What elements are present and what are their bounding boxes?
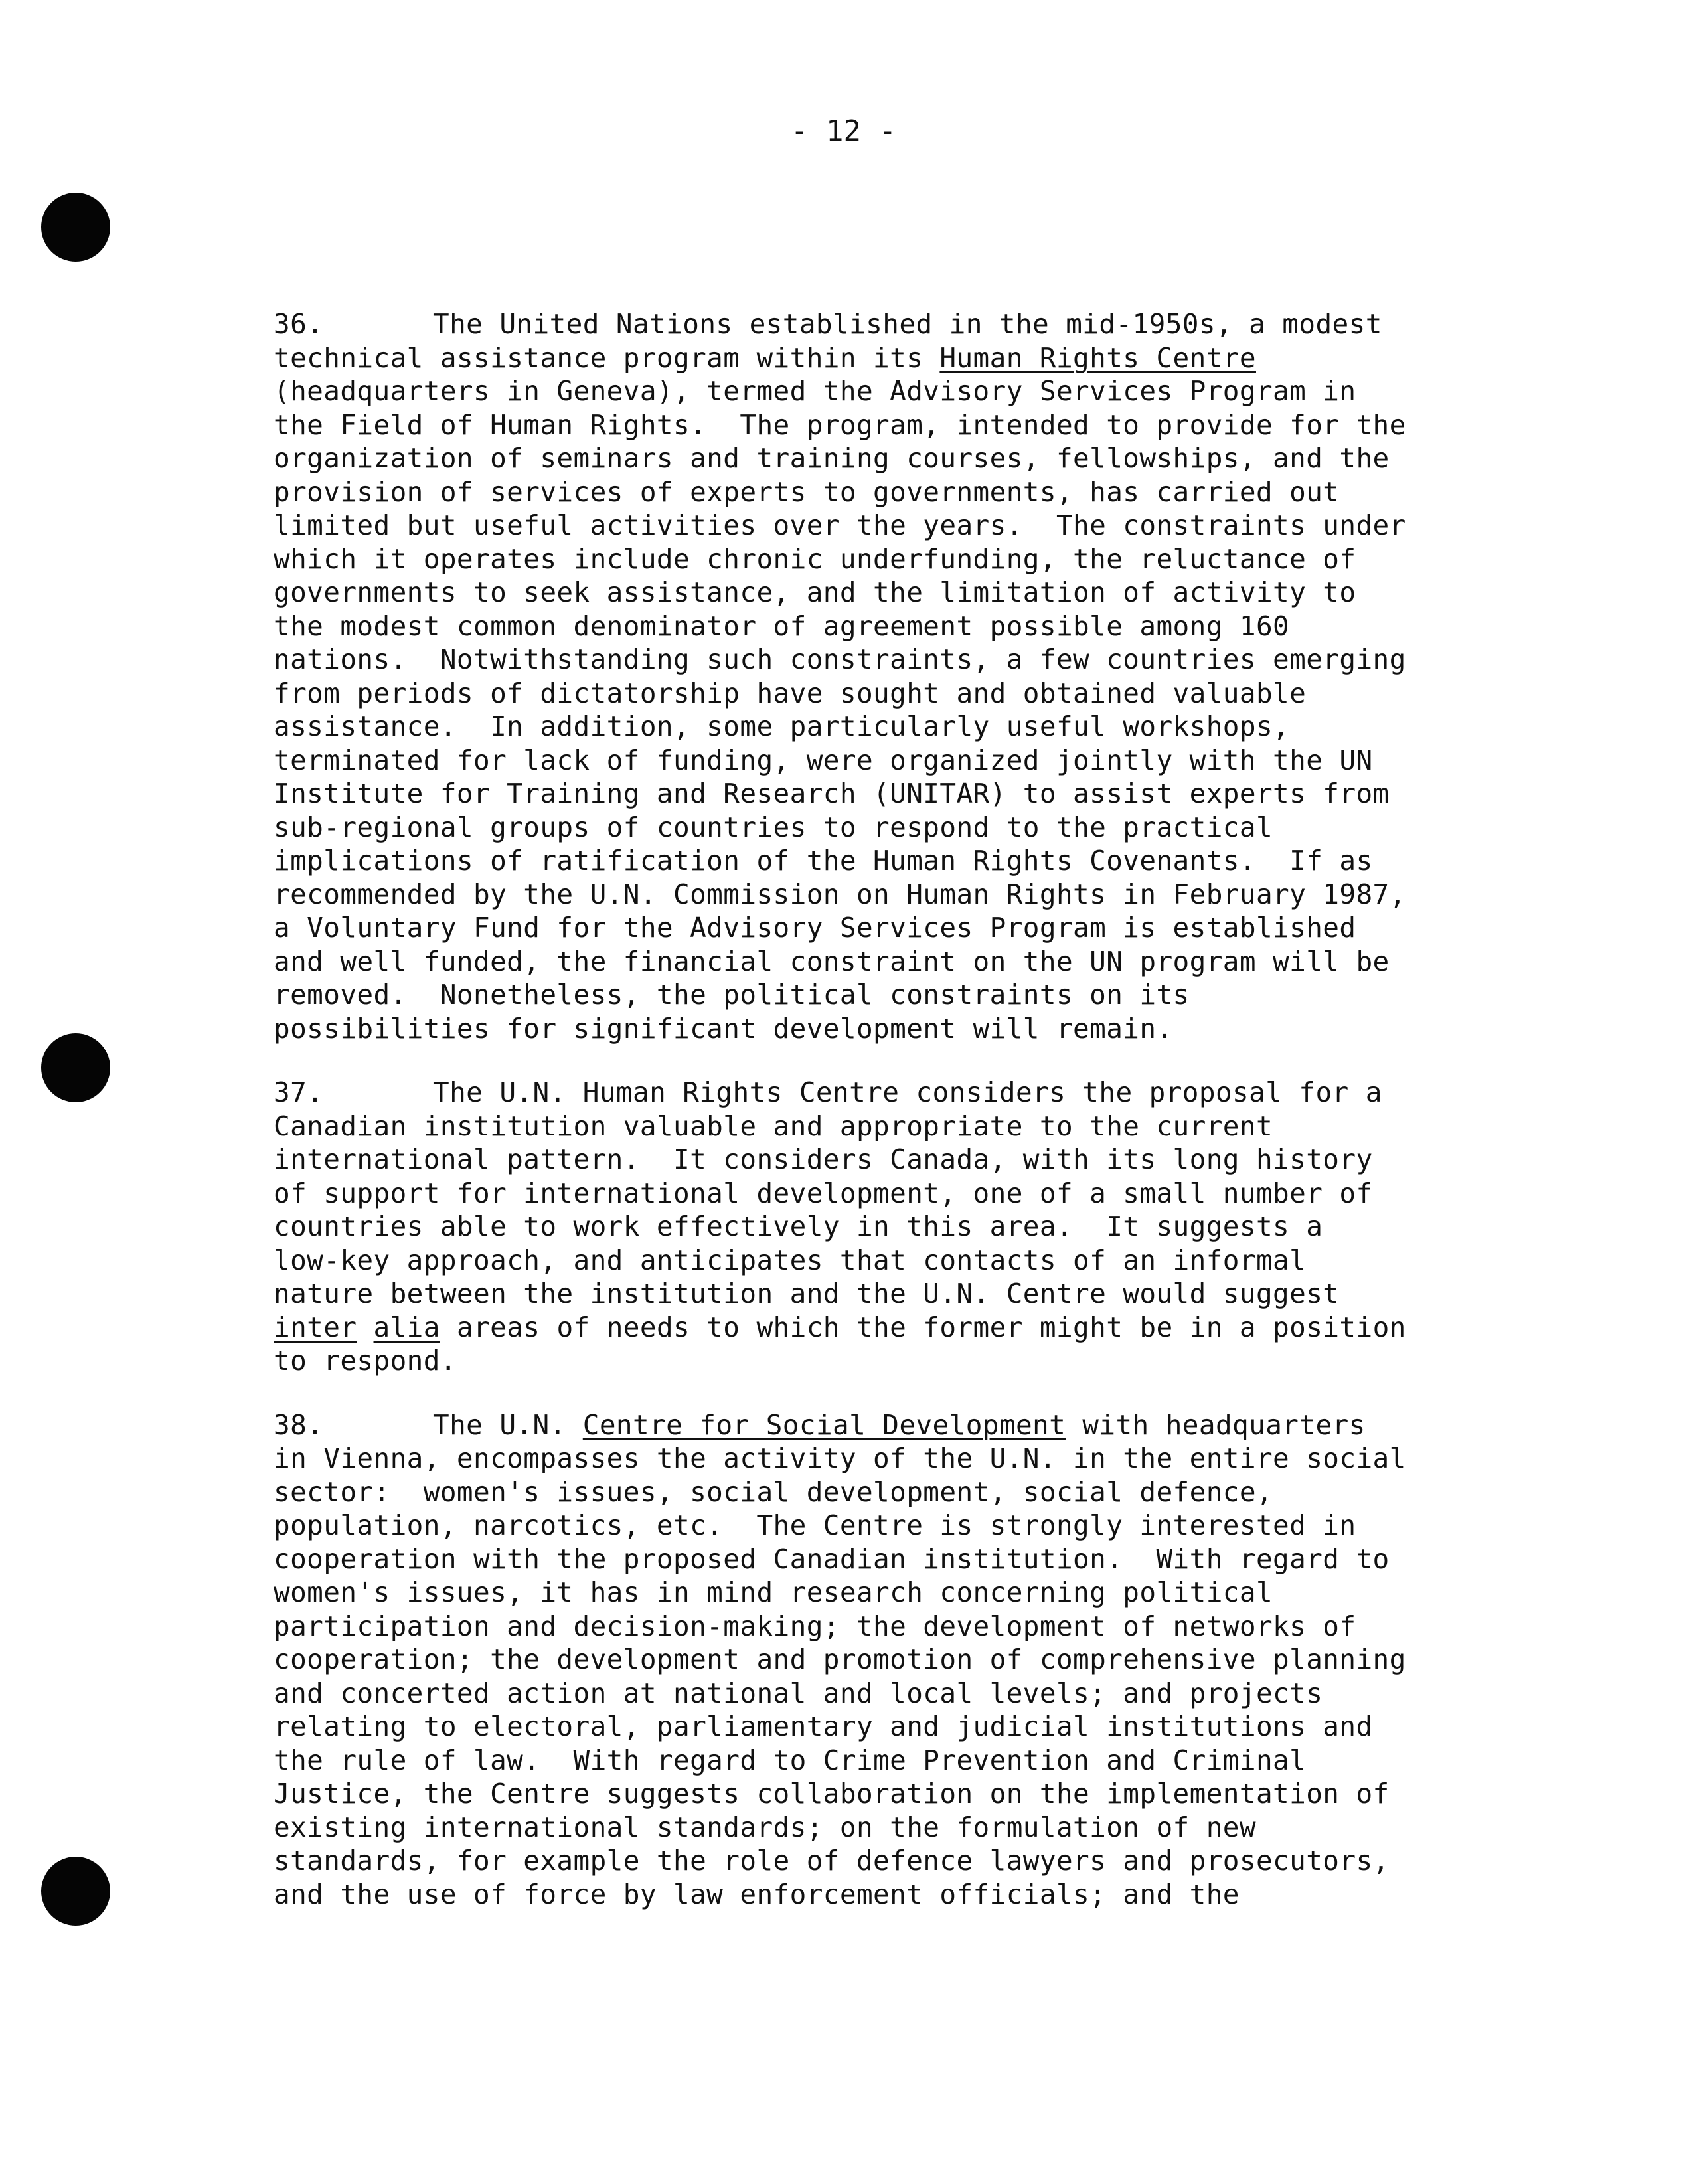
text-line xyxy=(274,945,1654,979)
text-line xyxy=(274,811,1654,845)
text-line xyxy=(274,643,1654,677)
text-line xyxy=(274,1878,1654,1912)
text-line xyxy=(274,710,1654,744)
text-line xyxy=(274,475,1654,509)
punch-hole-middle xyxy=(41,1033,110,1102)
text-line xyxy=(274,442,1654,475)
paragraph-38 xyxy=(274,1408,1654,1912)
paragraph-36 xyxy=(274,307,1654,1045)
text-line xyxy=(274,543,1654,576)
text-run: technical assistance program within its xyxy=(274,341,940,374)
text-run: Institute for Training and Research (UNITAR) to assist experts from xyxy=(274,778,1390,809)
text-run: sub-regional groups of countries to respond to the practical xyxy=(274,811,1273,843)
text-run: possibilities for significant development will remain. xyxy=(274,1012,1173,1045)
text-run: nature between the institution and the U.N. Centre would suggest xyxy=(274,1278,1340,1309)
text-run: the Field of Human Rights. The program, intended to provide for the xyxy=(274,408,1406,441)
text-run: provision of services of experts to governments, has carried out xyxy=(274,475,1340,508)
text-run: sector: women's issues, social development, social defence, xyxy=(274,1475,1273,1508)
text-line xyxy=(274,777,1654,811)
text-run: cooperation; the development and promotion of comprehensive planning xyxy=(274,1643,1406,1675)
text-run: women's issues, it has in mind research concerning political xyxy=(274,1576,1273,1608)
text-line xyxy=(274,1509,1654,1543)
text-run: which it operates include chronic underfunding, the reluctance of xyxy=(274,543,1356,575)
text-line xyxy=(274,1177,1654,1211)
text-line xyxy=(274,509,1654,543)
text-run: terminated for lack of funding, were organized jointly with the UN xyxy=(274,744,1373,776)
text-run: the rule of law. With regard to Crime Prevention and Criminal xyxy=(274,1744,1307,1776)
punch-hole-bottom xyxy=(41,1857,110,1926)
punch-hole-top xyxy=(41,193,110,262)
text-run: existing international standards; on the formulation of new xyxy=(274,1811,1256,1843)
text-run: (headquarters in Geneva), termed the Advisory Services Program in xyxy=(274,375,1356,407)
text-line xyxy=(274,1442,1654,1475)
text-line xyxy=(274,1210,1654,1244)
text-line xyxy=(274,1744,1654,1778)
text-run: nations. Notwithstanding such constraints, a few countries emerging xyxy=(274,643,1406,675)
text-run: the modest common denominator of agreement possible among 160 xyxy=(274,610,1290,642)
text-line xyxy=(274,1811,1654,1845)
text-run: and the use of force by law enforcement officials; and the xyxy=(274,1878,1240,1910)
text-run: The United Nations established in the mid-1950s, a modest xyxy=(433,308,1382,340)
text-line xyxy=(274,1277,1654,1311)
text-run: of support for international development, one of a small number of xyxy=(274,1177,1373,1209)
text-line xyxy=(274,1076,1654,1110)
text-line xyxy=(274,1012,1654,1046)
text-line xyxy=(274,1475,1654,1509)
text-run: removed. Nonetheless, the political constraints on its xyxy=(274,979,1190,1011)
underlined-text: Centre for Social Development xyxy=(582,1408,1066,1441)
underlined-text: inter xyxy=(274,1311,357,1343)
text-line xyxy=(274,610,1654,643)
page-number: - 12 - xyxy=(791,114,896,148)
text-line xyxy=(274,341,1654,375)
text-line xyxy=(274,1777,1654,1811)
text-run: areas of needs to which the former might be in a position xyxy=(440,1311,1406,1343)
underlined-text: alia xyxy=(373,1311,440,1343)
text-run: with headquarters xyxy=(1066,1408,1366,1441)
text-run: population, narcotics, etc. The Centre is strongly interested in xyxy=(274,1509,1356,1541)
text-line xyxy=(274,576,1654,610)
text-run: a Voluntary Fund for the Advisory Services Program is established xyxy=(274,912,1356,944)
text-line xyxy=(274,1344,1654,1378)
text-line xyxy=(274,844,1654,878)
text-line xyxy=(274,1408,1654,1442)
text-line xyxy=(274,1610,1654,1643)
text-run: limited but useful activities over the years. The constraints under xyxy=(274,509,1406,541)
text-run: and concerted action at national and local levels; and projects xyxy=(274,1677,1323,1709)
text-run: Canadian institution valuable and appropriate to the current xyxy=(274,1110,1273,1142)
text-line xyxy=(274,1643,1654,1677)
text-run: cooperation with the proposed Canadian institution. With regard to xyxy=(274,1543,1390,1575)
text-run: implications of ratification of the Human Rights Covenants. If as xyxy=(274,845,1373,877)
text-line xyxy=(274,1311,1654,1345)
text-run: and well funded, the financial constraint on the UN program will be xyxy=(274,945,1390,977)
text-run: participation and decision-making; the development of networks of xyxy=(274,1610,1356,1642)
paragraph-number: 37. xyxy=(274,1076,324,1108)
text-run: governments to seek assistance, and the limitation of activity to xyxy=(274,576,1356,608)
text-line xyxy=(274,911,1654,945)
text-run: low-key approach, and anticipates that contacts of an informal xyxy=(274,1244,1307,1276)
text-line xyxy=(274,307,1654,341)
text-run: relating to electoral, parliamentary and judicial institutions and xyxy=(274,1711,1373,1742)
text-run: Justice, the Centre suggests collaboration on the implementation of xyxy=(274,1778,1390,1809)
underlined-text: Human Rights Centre xyxy=(939,341,1256,374)
text-line xyxy=(274,878,1654,912)
text-run: organization of seminars and training courses, fellowships, and the xyxy=(274,442,1390,474)
text-line xyxy=(274,1710,1654,1744)
text-run: standards, for example the role of defence lawyers and prosecutors, xyxy=(274,1845,1390,1877)
text-line xyxy=(274,744,1654,778)
text-line xyxy=(274,677,1654,711)
text-line xyxy=(274,1244,1654,1278)
text-run: to respond. xyxy=(274,1345,457,1377)
text-run: from periods of dictatorship have sought and obtained valuable xyxy=(274,677,1307,709)
text-run: The U.N. Human Rights Centre considers the proposal for a xyxy=(433,1076,1382,1108)
text-run: recommended by the U.N. Commission on Human Rights in February 1987, xyxy=(274,878,1406,910)
text-line xyxy=(274,1844,1654,1878)
text-run: countries able to work effectively in this area. It suggests a xyxy=(274,1211,1323,1242)
text-line xyxy=(274,1543,1654,1576)
text-line xyxy=(274,1677,1654,1711)
text-run: The U.N. xyxy=(433,1408,583,1441)
text-run: international pattern. It considers Canada, with its long history xyxy=(274,1143,1373,1175)
text-line xyxy=(274,978,1654,1012)
text-line xyxy=(274,408,1654,442)
text-line xyxy=(274,1576,1654,1610)
text-line xyxy=(274,1110,1654,1143)
text-run: assistance. In addition, some particularly useful workshops, xyxy=(274,711,1290,742)
text-run: in Vienna, encompasses the activity of the U.N. in the entire social xyxy=(274,1442,1406,1474)
text-line xyxy=(274,1143,1654,1177)
text-run xyxy=(357,1311,373,1343)
document-body xyxy=(274,307,1654,1942)
text-line xyxy=(274,375,1654,408)
paragraph-number: 36. xyxy=(274,308,324,340)
paragraph-37 xyxy=(274,1076,1654,1378)
paragraph-number: 38. xyxy=(274,1408,324,1441)
